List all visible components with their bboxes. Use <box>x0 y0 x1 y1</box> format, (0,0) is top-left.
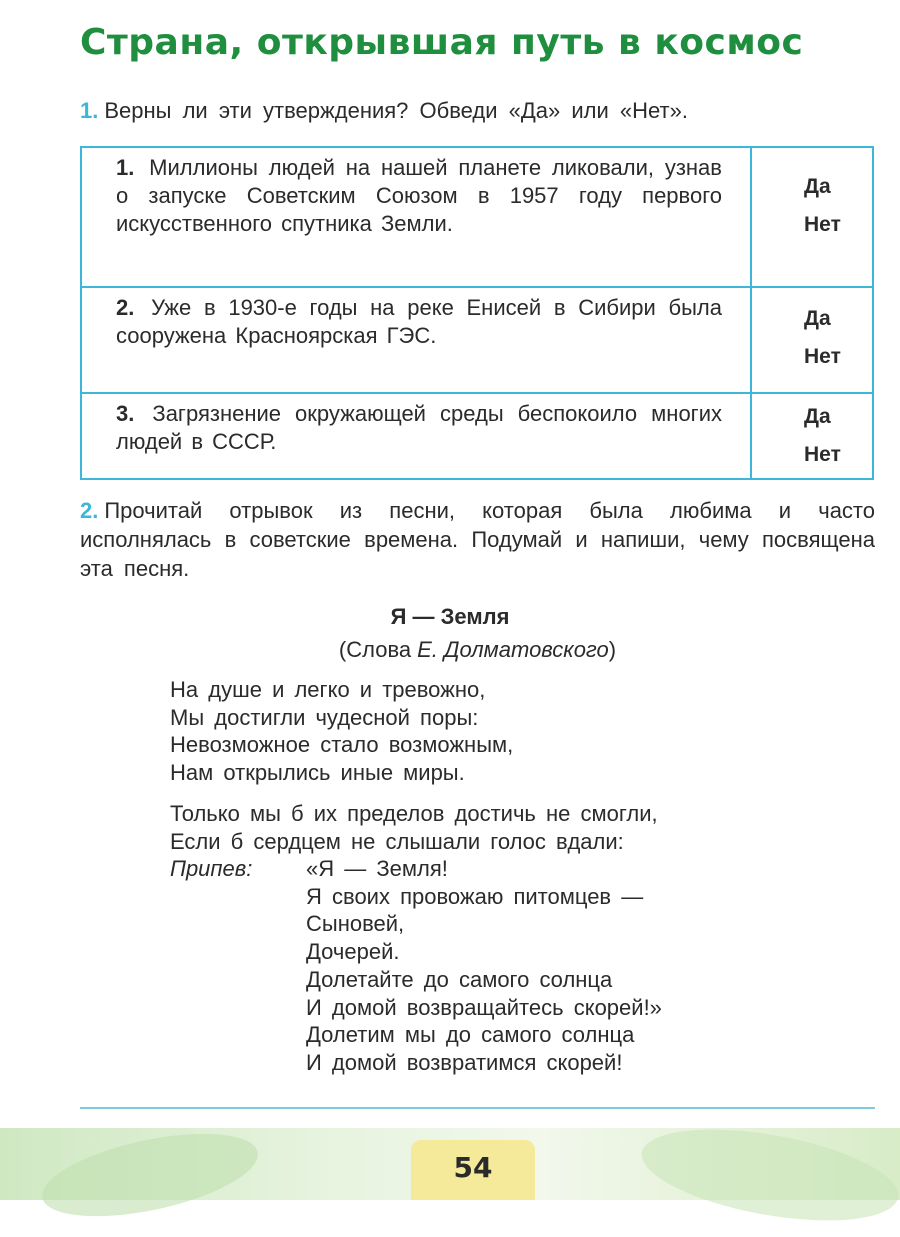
lyric-line: «Я — Земля! <box>306 856 448 881</box>
song-author-name: Е. Долматовского <box>417 637 609 662</box>
task-2-prompt <box>80 496 875 583</box>
statement-number: 3. <box>116 401 135 426</box>
task-1-number: 1. <box>80 98 99 123</box>
statement-text: Уже в 1930-е годы на реке Енисей в Сибири была сооружена Красноярская ГЭС. <box>116 295 722 348</box>
answer-yes[interactable]: Да <box>804 405 831 428</box>
lyric-line: Долетайте до самого солнца <box>306 966 613 992</box>
statement-cell <box>81 393 751 479</box>
statement-text: Миллионы людей на нашей планете ликовали, узнав о запуске Советским Союзом в 1957 году первого искусственного спутника Земли. <box>116 155 722 236</box>
statement-number: 1. <box>116 155 135 180</box>
lyric-line: Дочерей. <box>306 939 400 965</box>
song-title: Я — Земля <box>390 604 510 629</box>
lyric-line: И домой возвратимся скорей! <box>306 1049 623 1075</box>
lyric-line: Нам открылись иные миры. <box>170 760 465 786</box>
answer-yes[interactable]: Да <box>804 307 831 330</box>
statement-row <box>81 147 873 287</box>
song-author-prefix: (Слова <box>338 637 412 662</box>
lyric-line: Мы достигли чудесной поры: <box>170 704 479 730</box>
song-verse-1 <box>170 676 513 787</box>
statement-row <box>81 393 873 479</box>
answer-no[interactable]: Нет <box>804 443 841 466</box>
page-number: 54 <box>411 1140 535 1200</box>
refrain-label: Припев: <box>170 856 253 881</box>
task-1-text: Верны ли эти утверждения? Обведи «Да» или «Нет». <box>104 98 688 123</box>
statements-table <box>80 146 874 480</box>
answer-cell <box>751 287 873 393</box>
statement-row <box>81 287 873 393</box>
song-author-suffix: ) <box>608 637 617 662</box>
lyric-line: Только мы б их пределов достичь не смогли, <box>170 801 658 826</box>
statement-text: Загрязнение окружающей среды беспокоило многих людей в СССР. <box>116 401 722 454</box>
task-2-number: 2. <box>80 498 99 523</box>
song-verse-2 <box>170 800 658 855</box>
statement-cell <box>81 147 751 287</box>
lyric-line: Долетим мы до самого солнца <box>306 1022 635 1048</box>
lyric-line: На душе и легко и тревожно, <box>170 677 486 702</box>
answer-cell <box>751 147 873 287</box>
song-refrain <box>306 855 662 1077</box>
page-title: Страна, открывшая путь в космос <box>80 22 804 63</box>
lyric-line: Если б сердцем не слышали голос вдали: <box>170 828 624 854</box>
task-2-text: Прочитай отрывок из песни, которая была любима и часто исполнялась в советские времена. Подумай и напиши, чему посвящена эта песня. <box>80 498 875 581</box>
song-author <box>0 637 900 663</box>
bottom-divider <box>80 1107 875 1109</box>
lyric-line: Невозможное стало возможным, <box>170 732 514 758</box>
answer-no[interactable]: Нет <box>804 213 841 236</box>
statement-number: 2. <box>116 295 135 320</box>
lyric-line: Я своих провожаю питомцев — <box>306 883 644 909</box>
answer-cell <box>751 393 873 479</box>
statement-cell <box>81 287 751 393</box>
answer-no[interactable]: Нет <box>804 345 841 368</box>
lyric-line: Сыновей, <box>306 911 405 937</box>
answer-yes[interactable]: Да <box>804 175 831 198</box>
lyric-line: И домой возвращайтесь скорей!» <box>306 994 662 1020</box>
task-1-prompt <box>80 96 875 125</box>
